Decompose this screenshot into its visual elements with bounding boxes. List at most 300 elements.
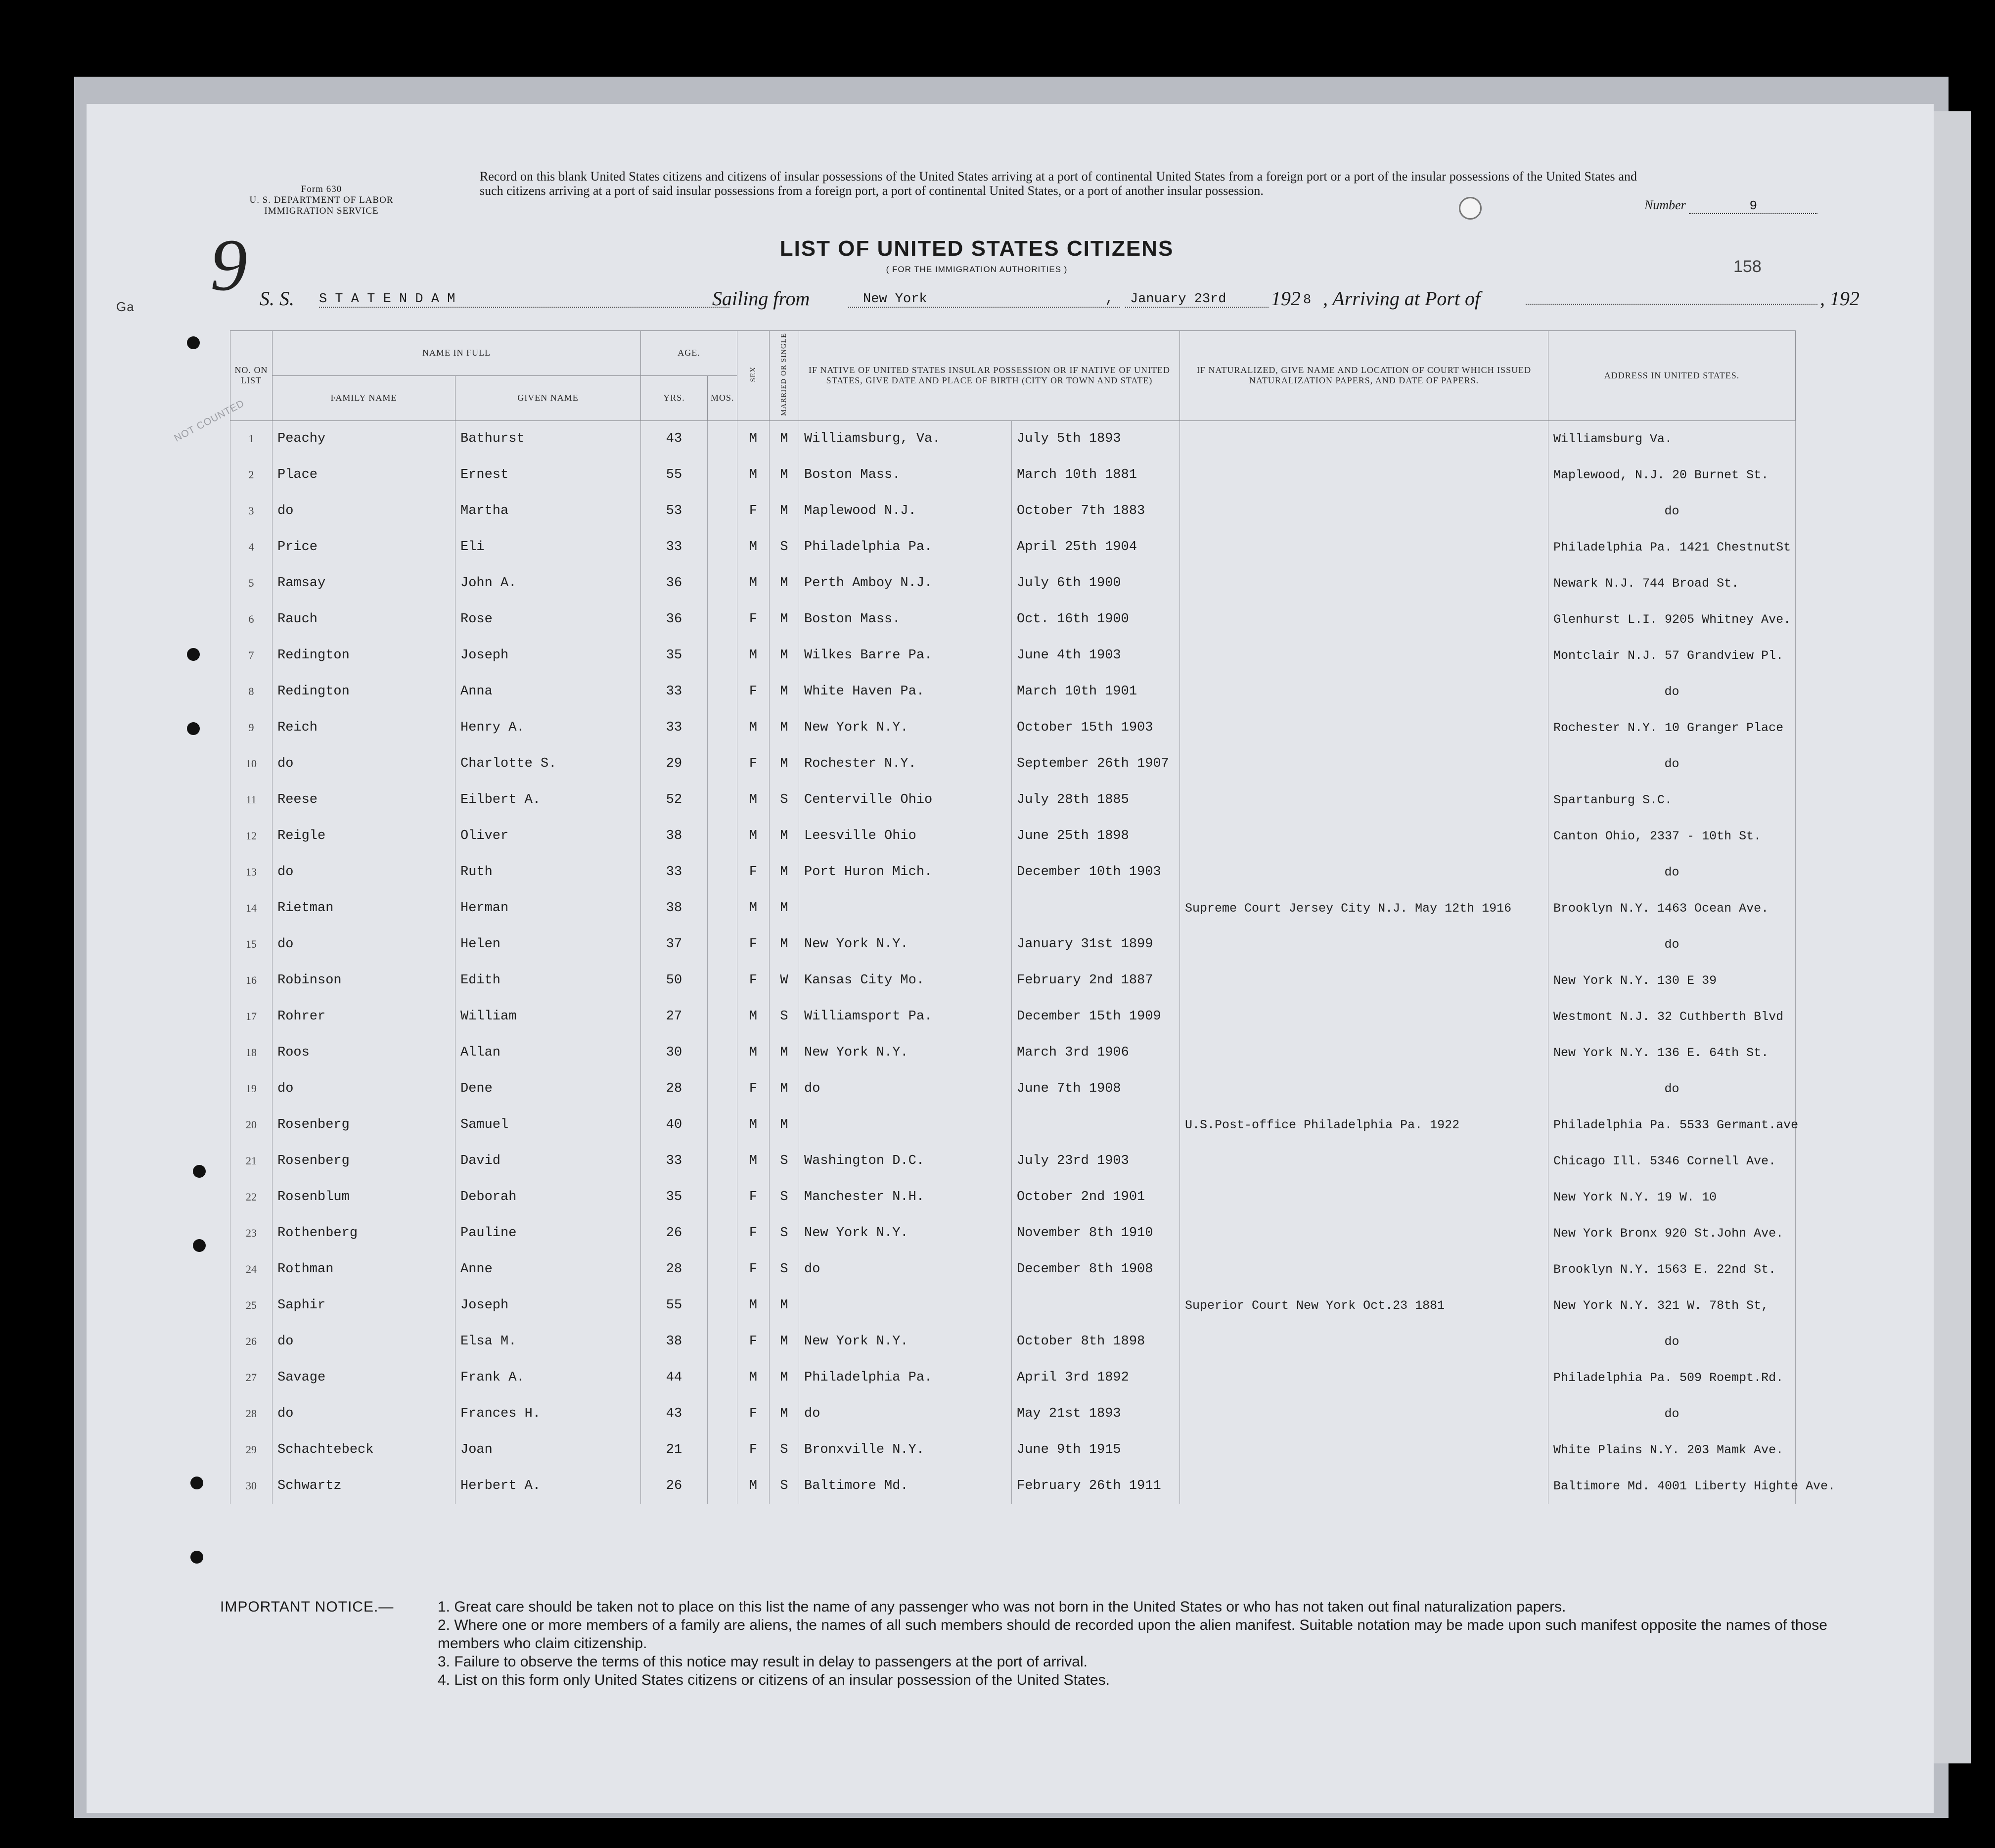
cell-family-name: Peachy — [272, 420, 455, 457]
cell-naturalization — [1180, 601, 1548, 638]
cell-row-number: 25 — [230, 1288, 272, 1324]
cell-birth-place: Bronxville N.Y. — [799, 1432, 1012, 1468]
number-value: 9 — [1689, 198, 1817, 214]
cell-family-name: Place — [272, 457, 455, 493]
cell-naturalization — [1180, 1251, 1548, 1288]
cell-marital-status: S — [770, 1251, 799, 1288]
cell-family-name: Rauch — [272, 601, 455, 638]
year-suffix: 8 — [1303, 293, 1312, 308]
col-name-in-full: NAME IN FULL — [272, 331, 641, 376]
cell-age-months — [708, 1468, 737, 1504]
cell-sex: M — [737, 1143, 770, 1179]
cell-address: New York N.Y. 130 E 39 — [1548, 963, 1796, 999]
cell-given-name: Anna — [455, 674, 641, 710]
cell-family-name: do — [272, 926, 455, 963]
table-row — [230, 1071, 1796, 1107]
cell-sex: M — [737, 1107, 770, 1143]
table-row — [230, 1143, 1796, 1179]
cell-birth-place: New York N.Y. — [799, 710, 1012, 746]
cell-marital-status: M — [770, 1107, 799, 1143]
cell-family-name: Saphir — [272, 1288, 455, 1324]
cell-address: White Plains N.Y. 203 Mamk Ave. — [1548, 1432, 1796, 1468]
table-row — [230, 493, 1796, 529]
notice-lead: IMPORTANT NOTICE.— — [220, 1599, 394, 1615]
cell-birth-place: Baltimore Md. — [799, 1468, 1012, 1504]
cell-row-number: 17 — [230, 999, 272, 1035]
number-field — [1644, 198, 1817, 214]
cell-given-name: Martha — [455, 493, 641, 529]
cell-family-name: Rothenberg — [272, 1215, 455, 1251]
cell-given-name: Oliver — [455, 818, 641, 854]
cell-given-name: Joseph — [455, 638, 641, 674]
cell-address: Philadelphia Pa. 5533 Germant.ave — [1548, 1107, 1796, 1143]
cell-age-months — [708, 457, 737, 493]
cell-naturalization — [1180, 710, 1548, 746]
table-row — [230, 638, 1796, 674]
cell-age-months — [708, 1360, 737, 1396]
cell-birth-place: Philadelphia Pa. — [799, 1360, 1012, 1396]
cell-birth-place: Washington D.C. — [799, 1143, 1012, 1179]
cell-age-years: 50 — [641, 963, 708, 999]
col-age: AGE. — [641, 331, 737, 376]
cell-birth-place: Manchester N.H. — [799, 1179, 1012, 1215]
cell-row-number: 2 — [230, 457, 272, 493]
cell-age-months — [708, 638, 737, 674]
cell-birth-place: do — [799, 1251, 1012, 1288]
cell-birth-date: December 15th 1909 — [1012, 999, 1180, 1035]
punch-hole — [193, 1165, 206, 1178]
cell-sex: M — [737, 1360, 770, 1396]
table-row — [230, 710, 1796, 746]
arriving-label: , Arriving at Port of — [1323, 287, 1481, 310]
notice-item: 1. Great care should be taken not to place on this list the name of any passenger who was not born in the United States or who has not taken out final naturalization papers. — [438, 1599, 1566, 1615]
cell-age-years: 26 — [641, 1215, 708, 1251]
cell-age-months — [708, 999, 737, 1035]
cell-given-name: Ernest — [455, 457, 641, 493]
cell-marital-status: M — [770, 493, 799, 529]
cell-age-years: 33 — [641, 529, 708, 565]
cell-birth-place: Perth Amboy N.J. — [799, 565, 1012, 601]
cell-naturalization — [1180, 674, 1548, 710]
cell-age-months — [708, 1143, 737, 1179]
cell-given-name: Helen — [455, 926, 641, 963]
cell-given-name: Ruth — [455, 854, 641, 890]
cell-birth-place: Boston Mass. — [799, 601, 1012, 638]
table-row — [230, 1251, 1796, 1288]
page-edge — [1929, 111, 1971, 1763]
cell-marital-status: S — [770, 1215, 799, 1251]
cell-naturalization: Superior Court New York Oct.23 1881 — [1180, 1288, 1548, 1324]
notice-item: 4. List on this form only United States citizens or citizens of an insular possession of the United States. — [438, 1672, 1110, 1688]
cell-birth-place: New York N.Y. — [799, 1035, 1012, 1071]
col-yrs: YRS. — [641, 375, 708, 420]
cell-marital-status: M — [770, 1071, 799, 1107]
cell-age-months — [708, 890, 737, 926]
cell-marital-status: S — [770, 999, 799, 1035]
cell-address: Philadelphia Pa. 509 Roempt.Rd. — [1548, 1360, 1796, 1396]
cell-row-number: 3 — [230, 493, 272, 529]
cell-row-number: 30 — [230, 1468, 272, 1504]
not-counted-stamp: NOT COUNTED — [172, 398, 247, 444]
cell-birth-date: November 8th 1910 — [1012, 1215, 1180, 1251]
cell-marital-status: M — [770, 926, 799, 963]
cell-sex: F — [737, 1396, 770, 1432]
cell-naturalization — [1180, 1179, 1548, 1215]
manifest-page — [87, 104, 1934, 1813]
cell-row-number: 11 — [230, 782, 272, 818]
cell-given-name: John A. — [455, 565, 641, 601]
cell-row-number: 8 — [230, 674, 272, 710]
cell-age-years: 36 — [641, 601, 708, 638]
table-row — [230, 420, 1796, 457]
cell-naturalization — [1180, 1432, 1548, 1468]
cell-marital-status: M — [770, 674, 799, 710]
cell-naturalization — [1180, 638, 1548, 674]
cell-row-number: 13 — [230, 854, 272, 890]
cell-given-name: Charlotte S. — [455, 746, 641, 782]
cell-family-name: Rietman — [272, 890, 455, 926]
table-row — [230, 890, 1796, 926]
cell-birth-date: March 3rd 1906 — [1012, 1035, 1180, 1071]
cell-naturalization — [1180, 529, 1548, 565]
cell-birth-place — [799, 1288, 1012, 1324]
cell-age-years: 55 — [641, 1288, 708, 1324]
cell-row-number: 19 — [230, 1071, 272, 1107]
cell-birth-place: Kansas City Mo. — [799, 963, 1012, 999]
cell-row-number: 5 — [230, 565, 272, 601]
cell-age-years: 26 — [641, 1468, 708, 1504]
cell-row-number: 28 — [230, 1396, 272, 1432]
table-row — [230, 1324, 1796, 1360]
important-notice — [220, 1598, 1877, 1689]
cell-sex: F — [737, 1432, 770, 1468]
cell-age-months — [708, 1324, 737, 1360]
punch-hole — [187, 336, 200, 349]
cell-sex: F — [737, 1179, 770, 1215]
cell-address: Brooklyn N.Y. 1563 E. 22nd St. — [1548, 1251, 1796, 1288]
cell-birth-date: Oct. 16th 1900 — [1012, 601, 1180, 638]
page-title: LIST OF UNITED STATES CITIZENS — [779, 236, 1174, 261]
cell-row-number: 16 — [230, 963, 272, 999]
cell-row-number: 6 — [230, 601, 272, 638]
cell-family-name: do — [272, 1396, 455, 1432]
cell-given-name: Eilbert A. — [455, 782, 641, 818]
cell-marital-status: S — [770, 1143, 799, 1179]
cell-birth-place: Philadelphia Pa. — [799, 529, 1012, 565]
cell-given-name: Joan — [455, 1432, 641, 1468]
cell-given-name: Bathurst — [455, 420, 641, 457]
cell-given-name: Henry A. — [455, 710, 641, 746]
cell-address: do — [1548, 926, 1796, 963]
cell-marital-status: M — [770, 601, 799, 638]
cell-birth-date: February 26th 1911 — [1012, 1468, 1180, 1504]
table-row — [230, 782, 1796, 818]
cell-family-name: Redington — [272, 674, 455, 710]
col-sex: SEX — [749, 367, 757, 382]
cell-marital-status: M — [770, 638, 799, 674]
cell-marital-status: S — [770, 1179, 799, 1215]
cell-naturalization — [1180, 1468, 1548, 1504]
cell-age-years: 43 — [641, 1396, 708, 1432]
cell-address: do — [1548, 674, 1796, 710]
cell-address: New York N.Y. 321 W. 78th St, — [1548, 1288, 1796, 1324]
cell-age-years: 44 — [641, 1360, 708, 1396]
cell-marital-status: M — [770, 1360, 799, 1396]
cell-birth-date: September 26th 1907 — [1012, 746, 1180, 782]
cell-family-name: Rothman — [272, 1251, 455, 1288]
cell-marital-status: M — [770, 420, 799, 457]
cell-row-number: 22 — [230, 1179, 272, 1215]
cell-birth-date: January 31st 1899 — [1012, 926, 1180, 963]
cell-marital-status: M — [770, 1324, 799, 1360]
cell-age-months — [708, 529, 737, 565]
cell-address: Newark N.J. 744 Broad St. — [1548, 565, 1796, 601]
cell-birth-date: June 9th 1915 — [1012, 1432, 1180, 1468]
cell-age-months — [708, 601, 737, 638]
cell-birth-place: Wilkes Barre Pa. — [799, 638, 1012, 674]
cell-marital-status: W — [770, 963, 799, 999]
cell-age-years: 40 — [641, 1107, 708, 1143]
cell-birth-date: June 7th 1908 — [1012, 1071, 1180, 1107]
cell-address: Williamsburg Va. — [1548, 420, 1796, 457]
cell-row-number: 4 — [230, 529, 272, 565]
table-row — [230, 565, 1796, 601]
cell-age-years: 55 — [641, 457, 708, 493]
cell-naturalization — [1180, 565, 1548, 601]
cell-naturalization — [1180, 1035, 1548, 1071]
cell-given-name: Joseph — [455, 1288, 641, 1324]
punch-hole — [190, 1477, 203, 1489]
notice-item: 3. Failure to observe the terms of this notice may result in delay to passengers at the port of arrival. — [438, 1654, 1088, 1670]
cell-age-months — [708, 1215, 737, 1251]
cell-age-years: 33 — [641, 854, 708, 890]
cell-birth-place: do — [799, 1396, 1012, 1432]
cell-row-number: 29 — [230, 1432, 272, 1468]
cell-naturalization — [1180, 746, 1548, 782]
cell-sex: M — [737, 565, 770, 601]
cell-age-years: 37 — [641, 926, 708, 963]
cell-age-years: 38 — [641, 1324, 708, 1360]
cell-birth-date: October 7th 1883 — [1012, 493, 1180, 529]
cell-row-number: 21 — [230, 1143, 272, 1179]
cell-birth-date: July 5th 1893 — [1012, 420, 1180, 457]
cell-birth-place: Boston Mass. — [799, 457, 1012, 493]
table-row — [230, 1288, 1796, 1324]
cell-sex: F — [737, 963, 770, 999]
cell-birth-place: Williamsport Pa. — [799, 999, 1012, 1035]
form-number: Form 630 — [301, 184, 342, 194]
cell-sex: F — [737, 746, 770, 782]
cell-age-years: 28 — [641, 1071, 708, 1107]
notice-item: 2. Where one or more members of a family are aliens, the names of all such members should de recorded upon the alien manifest. Suitable notation may be made upon such manifest opposite the names of those members who claim citizenship. — [438, 1617, 1827, 1652]
cell-given-name: Allan — [455, 1035, 641, 1071]
cell-age-months — [708, 854, 737, 890]
cell-sex: M — [737, 1468, 770, 1504]
cell-row-number: 27 — [230, 1360, 272, 1396]
cell-marital-status: S — [770, 1432, 799, 1468]
cell-naturalization — [1180, 493, 1548, 529]
cell-row-number: 26 — [230, 1324, 272, 1360]
cell-address: New York N.Y. 136 E. 64th St. — [1548, 1035, 1796, 1071]
cell-given-name: Pauline — [455, 1215, 641, 1251]
cell-sex: F — [737, 854, 770, 890]
cell-birth-date — [1012, 1107, 1180, 1143]
cell-given-name: Frances H. — [455, 1396, 641, 1432]
cell-family-name: Rosenberg — [272, 1143, 455, 1179]
cell-family-name: Ramsay — [272, 565, 455, 601]
cell-given-name: Rose — [455, 601, 641, 638]
cell-birth-date: July 28th 1885 — [1012, 782, 1180, 818]
cell-birth-place: New York N.Y. — [799, 1324, 1012, 1360]
cell-row-number: 9 — [230, 710, 272, 746]
cell-birth-date: June 4th 1903 — [1012, 638, 1180, 674]
cell-address: Canton Ohio, 2337 - 10th St. — [1548, 818, 1796, 854]
cell-age-years: 36 — [641, 565, 708, 601]
cell-naturalization — [1180, 1396, 1548, 1432]
cell-age-months — [708, 782, 737, 818]
cell-age-months — [708, 1288, 737, 1324]
cell-birth-date: May 21st 1893 — [1012, 1396, 1180, 1432]
cell-birth-place — [799, 890, 1012, 926]
cell-family-name: Robinson — [272, 963, 455, 999]
form-block — [237, 184, 406, 217]
cell-family-name: do — [272, 746, 455, 782]
cell-birth-date: April 3rd 1892 — [1012, 1360, 1180, 1396]
sailing-date: January 23rd — [1125, 292, 1269, 308]
cell-sex: F — [737, 1324, 770, 1360]
cell-birth-date: October 2nd 1901 — [1012, 1179, 1180, 1215]
cell-family-name: do — [272, 493, 455, 529]
cell-address: do — [1548, 854, 1796, 890]
cell-row-number: 24 — [230, 1251, 272, 1288]
table-row — [230, 529, 1796, 565]
cell-age-months — [708, 710, 737, 746]
cell-address: Maplewood, N.J. 20 Burnet St. — [1548, 457, 1796, 493]
cell-sex: M — [737, 1288, 770, 1324]
punch-hole — [187, 648, 200, 661]
cell-birth-date: October 8th 1898 — [1012, 1324, 1180, 1360]
cell-sex: M — [737, 1035, 770, 1071]
cell-given-name: Deborah — [455, 1179, 641, 1215]
voyage-line: S. S. S T A T E N D A M Sailing from New York , January 23rd 192 8 , Arriving at Port of , 192 — [260, 287, 1859, 310]
cell-given-name: Samuel — [455, 1107, 641, 1143]
col-address: ADDRESS IN UNITED STATES. — [1548, 331, 1796, 421]
cell-birth-place: do — [799, 1071, 1012, 1107]
cell-naturalization — [1180, 999, 1548, 1035]
cell-row-number: 14 — [230, 890, 272, 926]
cell-birth-date: February 2nd 1887 — [1012, 963, 1180, 999]
cell-age-months — [708, 674, 737, 710]
cell-naturalization: U.S.Post-office Philadelphia Pa. 1922 — [1180, 1107, 1548, 1143]
cell-marital-status: M — [770, 710, 799, 746]
table-row — [230, 926, 1796, 963]
cell-birth-date: July 6th 1900 — [1012, 565, 1180, 601]
cell-marital-status: M — [770, 565, 799, 601]
cell-age-months — [708, 1071, 737, 1107]
cell-age-months — [708, 565, 737, 601]
table-row — [230, 1396, 1796, 1432]
punch-hole — [193, 1239, 206, 1252]
cell-birth-place: Port Huron Mich. — [799, 854, 1012, 890]
cell-given-name: Eli — [455, 529, 641, 565]
cell-naturalization — [1180, 818, 1548, 854]
col-naturalization: IF NATURALIZED, GIVE NAME AND LOCATION OF COURT WHICH ISSUED NATURALIZATION PAPERS, AND DATE OF PAPERS. — [1180, 331, 1548, 421]
cell-birth-date: June 25th 1898 — [1012, 818, 1180, 854]
cell-address: do — [1548, 1324, 1796, 1360]
cell-marital-status: M — [770, 746, 799, 782]
cell-family-name: Rohrer — [272, 999, 455, 1035]
cell-address: Philadelphia Pa. 1421 ChestnutSt — [1548, 529, 1796, 565]
cell-address: Spartanburg S.C. — [1548, 782, 1796, 818]
arriving-year: , 192 — [1820, 287, 1859, 310]
cell-naturalization — [1180, 782, 1548, 818]
cell-marital-status: M — [770, 890, 799, 926]
punch-hole — [187, 722, 200, 735]
cell-birth-place: Maplewood N.J. — [799, 493, 1012, 529]
cell-naturalization — [1180, 420, 1548, 457]
cell-birth-place: Leesville Ohio — [799, 818, 1012, 854]
cell-sex: M — [737, 999, 770, 1035]
cell-family-name: Savage — [272, 1360, 455, 1396]
handwritten-mark: 9 — [210, 224, 247, 306]
cell-birth-date: July 23rd 1903 — [1012, 1143, 1180, 1179]
col-married: MARRIED OR SINGLE — [780, 333, 788, 416]
cell-row-number: 12 — [230, 818, 272, 854]
cell-age-years: 21 — [641, 1432, 708, 1468]
cell-sex: M — [737, 420, 770, 457]
table-row — [230, 1179, 1796, 1215]
side-mark: Ga — [116, 299, 135, 314]
cell-given-name: Edith — [455, 963, 641, 999]
cell-age-years: 33 — [641, 710, 708, 746]
cell-address: do — [1548, 1071, 1796, 1107]
cell-naturalization — [1180, 1071, 1548, 1107]
cell-given-name: Anne — [455, 1251, 641, 1288]
cell-sex: F — [737, 1251, 770, 1288]
cell-birth-place: New York N.Y. — [799, 926, 1012, 963]
cell-address: Brooklyn N.Y. 1463 Ocean Ave. — [1548, 890, 1796, 926]
cell-family-name: Price — [272, 529, 455, 565]
cell-sex: M — [737, 638, 770, 674]
table-row — [230, 746, 1796, 782]
table-row — [230, 1107, 1796, 1143]
cell-birth-place: Williamsburg, Va. — [799, 420, 1012, 457]
table-row — [230, 854, 1796, 890]
cell-age-years: 35 — [641, 1179, 708, 1215]
cell-given-name: Frank A. — [455, 1360, 641, 1396]
service-name: IMMIGRATION SERVICE — [264, 206, 379, 216]
cell-age-years: 30 — [641, 1035, 708, 1071]
cell-age-months — [708, 818, 737, 854]
cell-family-name: Reese — [272, 782, 455, 818]
punch-hole — [190, 1551, 203, 1564]
ship-name: S T A T E N D A M — [319, 292, 729, 308]
sailing-port: New York — [848, 292, 1120, 308]
cell-birth-date — [1012, 1288, 1180, 1324]
cell-row-number: 10 — [230, 746, 272, 782]
cell-family-name: do — [272, 854, 455, 890]
cell-naturalization — [1180, 1324, 1548, 1360]
cell-age-months — [708, 746, 737, 782]
cell-sex: M — [737, 818, 770, 854]
pin-icon — [1459, 197, 1482, 220]
table-row — [230, 1035, 1796, 1071]
col-no: NO. ON LIST — [230, 331, 272, 421]
cell-sex: M — [737, 782, 770, 818]
cell-marital-status: M — [770, 1396, 799, 1432]
department-name: U. S. DEPARTMENT OF LABOR — [249, 195, 394, 205]
cell-row-number: 1 — [230, 420, 272, 457]
